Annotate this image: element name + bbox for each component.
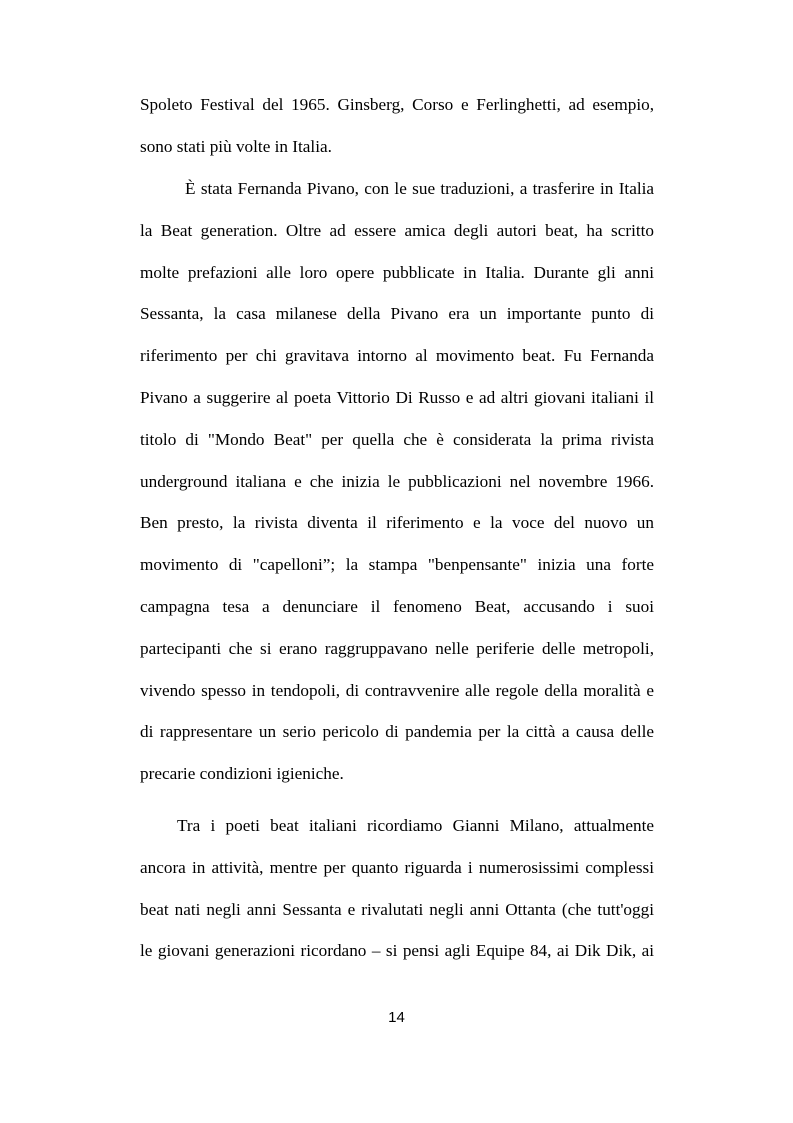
paragraph [140, 168, 654, 795]
text-line: Spoleto Festival del 1965. Ginsberg, Corso e Ferlinghetti, ad esempio, [140, 95, 654, 114]
text-line: sono stati più volte in Italia. [140, 136, 332, 156]
paragraph [140, 84, 654, 168]
text-line: partecipanti che si erano raggruppavano nelle periferie delle metropoli, [140, 638, 654, 658]
text-line: Pivano a suggerire al poeta Vittorio Di Russo e ad altri giovani italiani il [140, 387, 654, 407]
page-number: 14 [388, 1009, 405, 1026]
text-line: underground italiana e che inizia le pubblicazioni nel novembre 1966. [140, 471, 654, 491]
text-line: beat nati negli anni Sessanta e rivalutati negli anni Ottanta (che tutt'oggi [140, 899, 654, 919]
text-line: È stata Fernanda Pivano, con le sue traduzioni, a trasferire in Italia [185, 179, 654, 198]
text-line: Ben presto, la rivista diventa il riferimento e la voce del nuovo un [140, 513, 654, 533]
text-line: precarie condizioni igieniche. [140, 764, 344, 784]
text-line: di rappresentare un serio pericolo di pandemia per la città a causa delle [140, 722, 654, 742]
text-line: campagna tesa a denunciare il fenomeno Beat, accusando i suoi [140, 596, 654, 616]
text-line: movimento di "capelloni”; la stampa "benpensante" inizia una forte [140, 555, 654, 575]
text-line: riferimento per chi gravitava intorno al movimento beat. Fu Fernanda [140, 346, 654, 366]
text-line: le giovani generazioni ricordano – si pensi agli Equipe 84, ai Dik Dik, ai [140, 941, 654, 961]
text-line: vivendo spesso in tendopoli, di contravvenire alle regole della moralità e [140, 680, 654, 700]
text-line: la Beat generation. Oltre ad essere amica degli autori beat, ha scritto [140, 220, 654, 240]
text-line: Tra i poeti beat italiani ricordiamo Gianni Milano, attualmente [177, 816, 654, 835]
text-line: molte prefazioni alle loro opere pubblicate in Italia. Durante gli anni [140, 262, 654, 282]
text-line: ancora in attività, mentre per quanto riguarda i numerosissimi complessi [140, 857, 654, 877]
text-line: Sessanta, la casa milanese della Pivano era un importante punto di [140, 304, 654, 324]
paragraph [140, 805, 654, 972]
text-line: titolo di "Mondo Beat" per quella che è considerata la prima rivista [140, 429, 654, 449]
